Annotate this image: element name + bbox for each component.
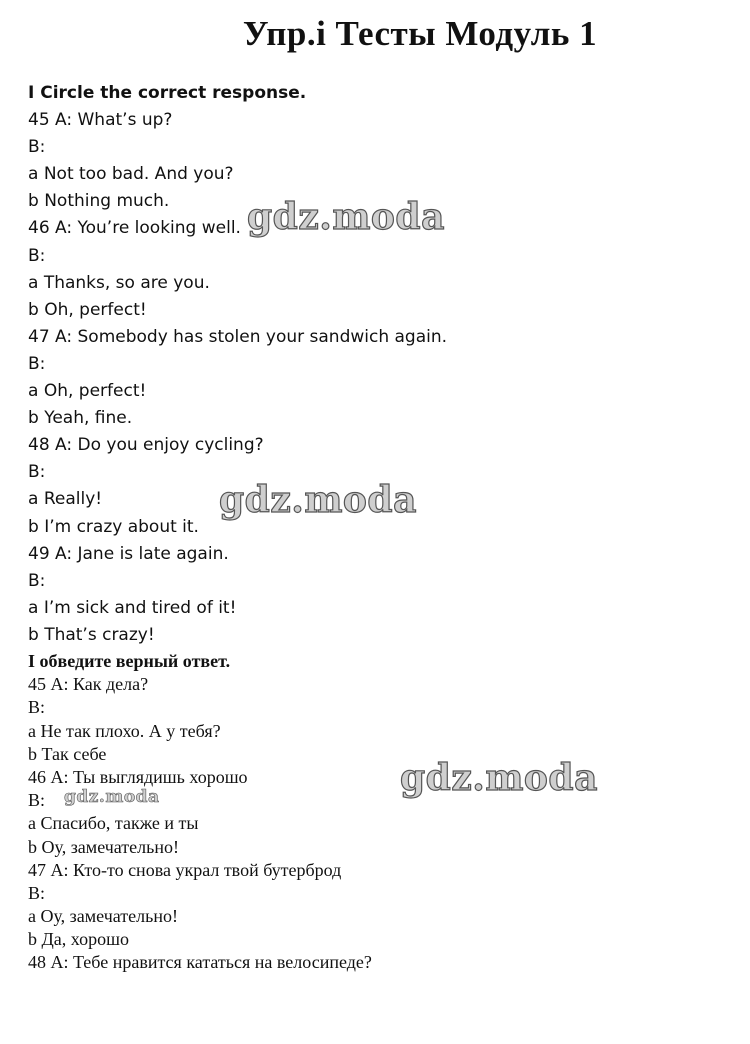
translation-line: b Оу, замечательно! — [28, 836, 179, 857]
page-title: Упр.i Тесты Модуль 1 — [242, 14, 598, 53]
watermark: gdz.moda — [64, 787, 160, 807]
translation-line: b Да, хорошо — [28, 929, 129, 950]
exercise-line: B: — [28, 353, 46, 374]
watermark: gdz.moda — [219, 479, 417, 521]
translation-line: а Не так плохо. А у тебя? — [28, 720, 221, 741]
translation-line: 46 А: Ты выглядишь хорошо — [28, 766, 248, 787]
exercise-line: 49 A: Jane is late again. — [28, 543, 229, 564]
translation-line: а Спасибо, также и ты — [28, 813, 199, 834]
watermark: gdz.moda — [400, 757, 598, 799]
exercise-line: a I’m sick and tired of it! — [28, 597, 237, 618]
exercise-line: B: — [28, 462, 46, 483]
exercise-line: B: — [28, 570, 46, 591]
exercise-line: 45 A: What’s up? — [28, 110, 173, 131]
watermark: gdz.moda — [247, 196, 445, 238]
exercise-line: a Oh, perfect! — [28, 381, 147, 402]
exercise-line: b Nothing much. — [28, 191, 170, 212]
exercise-line: b Yeah, fine. — [28, 408, 133, 429]
exercise-line: a Really! — [28, 489, 103, 510]
exercise-line: 47 A: Somebody has stolen your sandwich again. — [28, 326, 448, 347]
exercise-line: a Thanks, so are you. — [28, 272, 210, 293]
exercise-line: b I’m crazy about it. — [28, 516, 199, 537]
exercise-heading: I Circle the correct response. — [28, 83, 307, 103]
translation-line: В: — [28, 790, 46, 811]
translation-line: 45 А: Как дела? — [28, 674, 149, 695]
exercise-line: B: — [28, 245, 46, 266]
exercise-line: b Oh, perfect! — [28, 299, 147, 320]
translation-line: В: — [28, 882, 46, 903]
russian-translation — [28, 650, 372, 975]
english-exercise — [28, 80, 447, 649]
exercise-line: B: — [28, 137, 46, 158]
translation-line: а Оу, замечательно! — [28, 906, 178, 927]
translation-line: 47 А: Кто-то снова украл твой бутерброд — [28, 859, 342, 880]
exercise-line: 46 A: You’re looking well. — [28, 218, 241, 239]
translation-heading: I обведите верный ответ. — [28, 651, 231, 671]
translation-line: 48 А: Тебе нравится кататься на велосипеде? — [28, 952, 372, 973]
translation-line: В: — [28, 697, 46, 718]
translation-line: b Так себе — [28, 743, 107, 764]
exercise-line: 48 A: Do you enjoy cycling? — [28, 435, 264, 456]
exercise-line: b That’s crazy! — [28, 624, 155, 645]
exercise-line: a Not too bad. And you? — [28, 164, 234, 185]
